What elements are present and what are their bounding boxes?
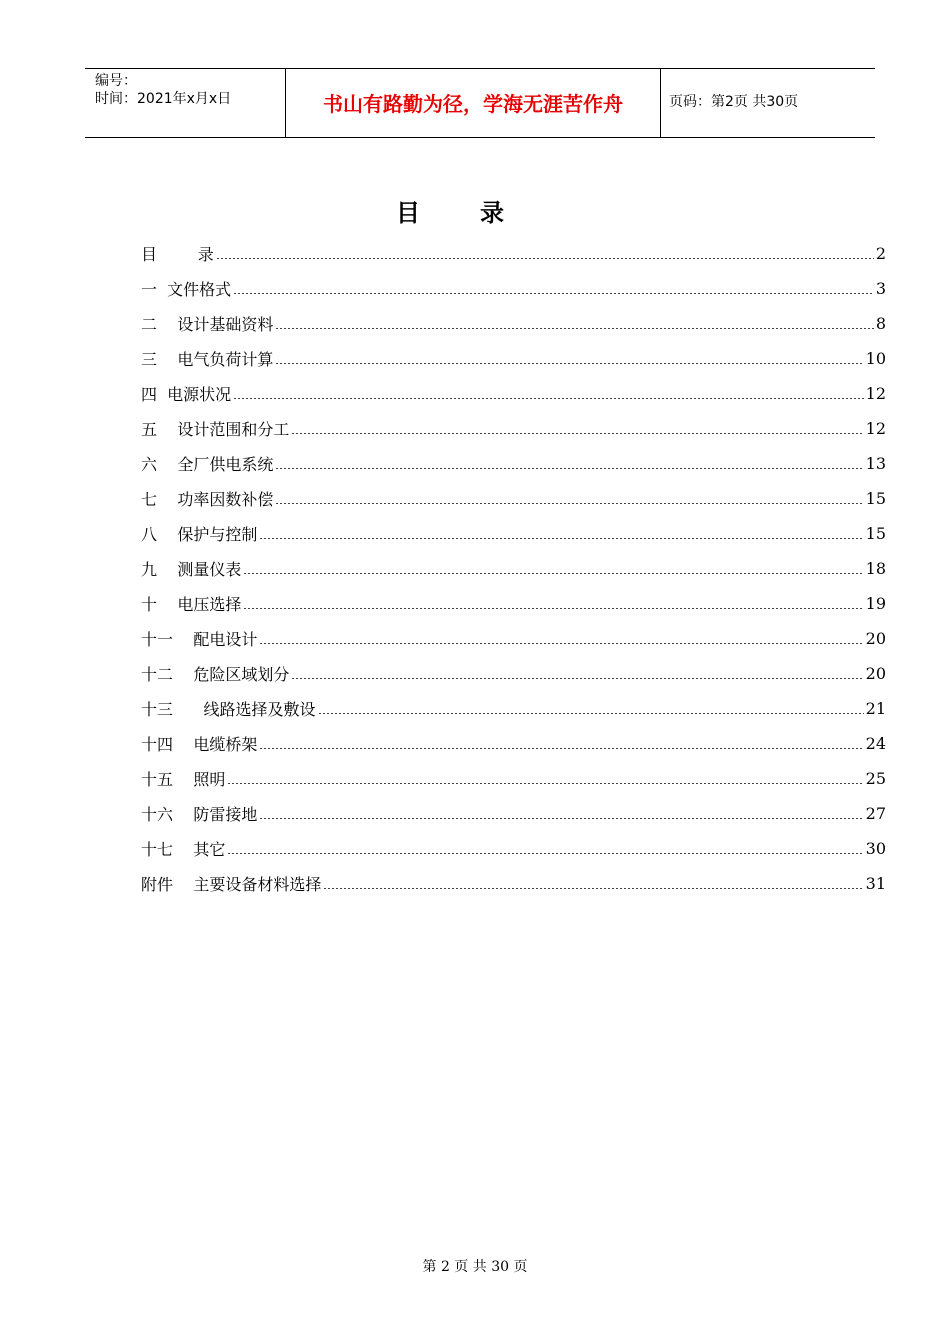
toc-entry-label: 十一 配电设计 [141, 630, 258, 649]
toc-entry-label: 九 测量仪表 [141, 560, 242, 579]
header-page-info: 页码：第2页 共30页 [669, 94, 799, 110]
toc-dot-leader [227, 853, 863, 854]
toc-entry[interactable] [141, 761, 886, 796]
toc-dot-leader [243, 608, 863, 609]
toc-entry[interactable] [141, 341, 886, 376]
toc-entry-label: 一 文件格式 [141, 280, 232, 299]
toc-entry-page: 21 [865, 699, 886, 718]
page-footer: 第 2 页 共 30 页 [422, 1259, 528, 1275]
toc-entry-label: 三 电气负荷计算 [141, 350, 274, 369]
toc-entry-page: 19 [865, 594, 886, 613]
toc-entry[interactable] [141, 831, 886, 866]
toc-entry-page: 3 [875, 279, 886, 298]
toc-dot-leader [275, 503, 863, 504]
toc-entry-label: 附件 主要设备材料选择 [141, 875, 322, 894]
toc-entry-page: 20 [865, 664, 886, 683]
toc-entry-page: 10 [865, 349, 886, 368]
toc-entry-page: 20 [865, 629, 886, 648]
toc-entry[interactable] [141, 866, 886, 901]
header-middle-cell [285, 69, 661, 137]
toc-entry[interactable] [141, 271, 886, 306]
toc-entry-page: 8 [875, 314, 886, 333]
toc-entry-label: 十六 防雷接地 [141, 805, 258, 824]
toc-entry-page: 31 [865, 874, 886, 893]
toc-entry-label: 六 全厂供电系统 [141, 455, 274, 474]
toc-entry[interactable] [141, 796, 886, 831]
toc-dot-leader [227, 783, 863, 784]
toc-entry[interactable] [141, 306, 886, 341]
toc-dot-leader [259, 643, 863, 644]
toc-title: 目录 [396, 199, 564, 227]
toc-dot-leader [275, 328, 873, 329]
toc-entry-label: 五 设计范围和分工 [141, 420, 290, 439]
toc-entry[interactable] [141, 236, 886, 271]
toc-dot-leader [259, 818, 863, 819]
toc-dot-leader [323, 888, 863, 889]
toc-entry[interactable] [141, 516, 886, 551]
toc-entry-page: 18 [865, 559, 886, 578]
toc-entry-label: 目 录 [141, 245, 214, 264]
toc-entry-page: 12 [865, 384, 886, 403]
toc-entry-page: 15 [865, 524, 886, 543]
toc-entry[interactable] [141, 446, 886, 481]
toc-entry[interactable] [141, 656, 886, 691]
toc-entry-page: 2 [875, 244, 886, 263]
toc-dot-leader [318, 713, 864, 714]
toc-dot-leader [275, 468, 863, 469]
toc-dot-leader [233, 398, 863, 399]
toc-entry[interactable] [141, 726, 886, 761]
toc-entry[interactable] [141, 621, 886, 656]
toc-entry-label: 十七 其它 [141, 840, 226, 859]
toc-entry[interactable] [141, 691, 886, 726]
toc-entry-page: 30 [865, 839, 886, 858]
toc-entry[interactable] [141, 586, 886, 621]
toc-entry-label: 四 电源状况 [141, 385, 232, 404]
toc-entry-page: 25 [865, 769, 886, 788]
document-time-label: 时间：2021年x月x日 [95, 91, 232, 107]
header-right-cell [660, 69, 875, 137]
toc-entry-page: 12 [865, 419, 886, 438]
toc-dot-leader [243, 573, 863, 574]
toc-entry-page: 13 [865, 454, 886, 473]
toc-entry-label: 十五 照明 [141, 770, 226, 789]
document-header [85, 68, 875, 138]
toc-dot-leader [275, 363, 863, 364]
table-of-contents [141, 236, 886, 901]
toc-entry-label: 十三 线路选择及敷设 [141, 700, 316, 719]
header-left-cell [85, 69, 285, 137]
toc-dot-leader [216, 258, 874, 259]
toc-entry-label: 十四 电缆桥架 [141, 735, 258, 754]
toc-entry[interactable] [141, 551, 886, 586]
toc-entry-label: 二 设计基础资料 [141, 315, 274, 334]
header-motto: 书山有路勤为径，学海无涯苦作舟 [323, 92, 623, 116]
toc-entry[interactable] [141, 411, 886, 446]
toc-dot-leader [291, 678, 863, 679]
toc-dot-leader [259, 538, 863, 539]
toc-entry-page: 27 [865, 804, 886, 823]
toc-dot-leader [291, 433, 863, 434]
toc-entry[interactable] [141, 376, 886, 411]
toc-entry-label: 七 功率因数补偿 [141, 490, 274, 509]
toc-entry-label: 十 电压选择 [141, 595, 242, 614]
document-number-label: 编号： [95, 73, 137, 89]
toc-entry-page: 24 [865, 734, 886, 753]
toc-entry[interactable] [141, 481, 886, 516]
toc-dot-leader [259, 748, 863, 749]
toc-dot-leader [233, 293, 874, 294]
toc-entry-page: 15 [865, 489, 886, 508]
toc-entry-label: 十二 危险区域划分 [141, 665, 290, 684]
toc-entry-label: 八 保护与控制 [141, 525, 258, 544]
